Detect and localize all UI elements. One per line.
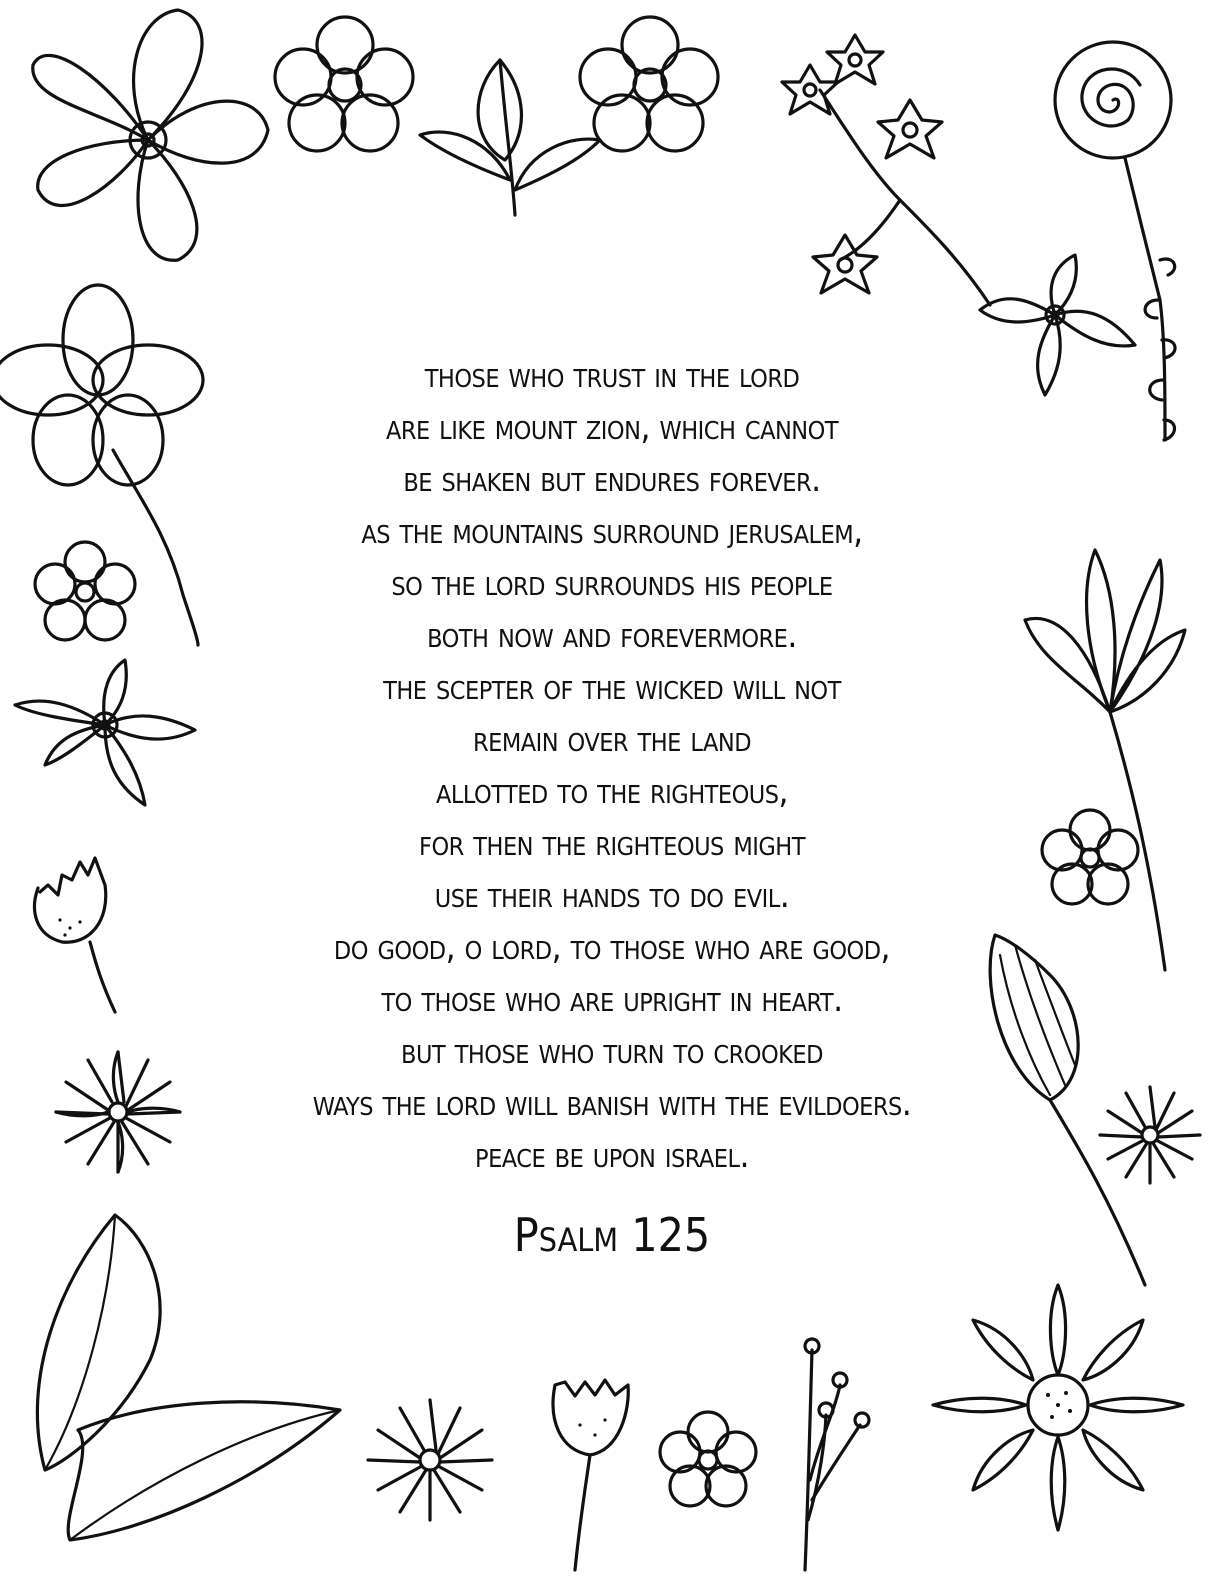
sunflower-icon <box>1100 1087 1200 1183</box>
verse-line: are like mount zion, which cannot <box>385 408 839 448</box>
flower-icon <box>782 35 990 305</box>
daisy-icon <box>660 1412 756 1506</box>
verse-line: as the mountains surround jerusalem, <box>361 512 863 552</box>
leaf-icon <box>420 60 600 215</box>
verse-line: peace be upon israel. <box>475 1136 749 1176</box>
sunflower-icon <box>933 1285 1183 1530</box>
verse-line: for then the righteous might <box>419 824 805 864</box>
verse-line: use their hands to do evil. <box>434 876 790 916</box>
verse-line: ways the lord will banish with the evildoers. <box>312 1084 912 1124</box>
tulip-icon <box>35 858 115 1012</box>
daisy-icon <box>1042 810 1138 904</box>
flower-icon <box>580 17 718 151</box>
bud-icon <box>990 935 1145 1285</box>
verse-line: so the lord surrounds his people <box>391 564 833 604</box>
verse-line: remain over the land <box>472 720 752 760</box>
flower-icon <box>33 10 268 260</box>
verse-line: but those who turn to crooked <box>401 1032 823 1072</box>
psalm-reference: Psalm 125 <box>513 1208 711 1262</box>
verse-line: be shaken but endures forever. <box>403 460 821 500</box>
verse-line: to those who are upright in heart. <box>381 980 843 1020</box>
leaf-icon <box>37 1215 340 1540</box>
verse-line: allotted to the righteous, <box>435 772 789 812</box>
stem-buds-icon <box>805 1339 869 1570</box>
flower-icon <box>275 17 413 151</box>
tulip-icon <box>553 1380 628 1570</box>
spiral-flower-icon <box>1055 42 1175 440</box>
verse-line: do good, o lord, to those who are good, <box>333 928 891 968</box>
star-flower-icon <box>980 255 1135 395</box>
daisy-icon <box>35 542 135 640</box>
flower-icon <box>1025 550 1185 970</box>
verse-line: those who trust in the lord <box>424 356 800 396</box>
verse-line: the scepter of the wicked will not <box>383 668 841 708</box>
sunflower-icon <box>368 1400 492 1520</box>
sunflower-icon <box>56 1052 180 1172</box>
psalm-verse <box>250 350 974 1182</box>
star-flower-icon <box>15 660 195 805</box>
flower-icon <box>0 285 203 645</box>
verse-line: both now and forevermore. <box>427 616 797 656</box>
